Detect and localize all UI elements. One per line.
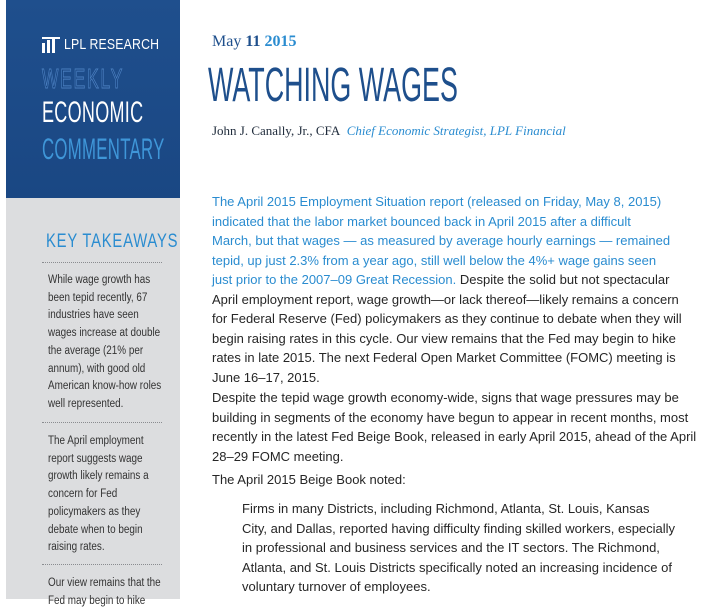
beige-book-quote bbox=[242, 499, 712, 597]
takeaway-line: policymakers as they bbox=[48, 505, 141, 518]
sidebar bbox=[6, 0, 180, 607]
takeaway-line: While wage growth has bbox=[48, 274, 151, 286]
date-day: 11 bbox=[245, 33, 261, 50]
quote-line: voluntary turnover of employees. bbox=[242, 579, 431, 594]
body-line: Despite the tepid wage growth economy-wide, signs that wage pressures may be bbox=[212, 390, 679, 405]
takeaway-line: annum), with good old bbox=[48, 362, 146, 375]
body-highlight: just prior to the 2007–09 Great Recession. bbox=[212, 272, 457, 287]
body-line: tepid, up just 2.3% from a year ago, still well below the 4%+ wage gains seen bbox=[212, 252, 657, 268]
body-line: recently in the latest Fed Beige Book, released in early April 2015, ahead of the April bbox=[212, 429, 697, 444]
quote-line: Atlanta, and St. Louis Districts specifically noted an increasing incidence of bbox=[242, 559, 672, 575]
body-line: indicated that the labor market bounced back in April 2015 after a difficult bbox=[212, 213, 631, 229]
takeaway-line: growth likely remains a bbox=[48, 470, 149, 483]
lpl-logo-icon bbox=[42, 37, 60, 53]
quote-line: City, and Dallas, reported having difficulty finding skilled workers, especially bbox=[242, 520, 676, 536]
masthead-commentary: COMMENTARY bbox=[42, 133, 165, 166]
takeaway-line: American know-how roles bbox=[48, 380, 162, 393]
divider bbox=[42, 564, 162, 565]
page-title: WATCHING WAGES bbox=[208, 59, 458, 112]
body-line: June 16–17, 2015. bbox=[212, 369, 320, 385]
body-line: 28–29 FOMC meeting. bbox=[212, 448, 344, 464]
divider bbox=[42, 262, 162, 263]
takeaway-line: industries have seen bbox=[48, 309, 139, 322]
takeaway-line: The April employment bbox=[48, 435, 144, 447]
logo bbox=[42, 36, 180, 53]
author-role: Chief Economic Strategist, LPL Financial bbox=[346, 123, 566, 138]
body-line: rates in late 2015. The next Federal Open Market Committee (FOMC) meeting is bbox=[212, 350, 676, 365]
masthead-economic: ECONOMIC bbox=[42, 96, 144, 129]
byline bbox=[212, 123, 566, 139]
logo-text: LPL RESEARCH bbox=[64, 36, 160, 53]
body-line bbox=[212, 270, 712, 290]
date-year: 2015 bbox=[264, 33, 297, 50]
body-text: Despite the solid but not spectacular bbox=[456, 272, 670, 287]
takeaway-line: report suggests wage bbox=[48, 452, 143, 465]
body-line: The April 2015 Beige Book noted: bbox=[212, 472, 406, 487]
key-takeaways-heading: KEY TAKEAWAYS bbox=[46, 231, 179, 252]
body-line: building in segments of the economy have begun to appear in recent months, most bbox=[212, 409, 689, 425]
body-line: April employment report, wage growth—or lack thereof—likely remains a concern bbox=[212, 291, 679, 307]
issue-date bbox=[212, 33, 296, 51]
takeaway-item bbox=[48, 272, 178, 414]
author-name: John J. Canally, Jr., CFA bbox=[212, 123, 340, 138]
body-line: March, but that wages — as measured by average hourly earnings — remained bbox=[212, 233, 671, 248]
takeaway-item bbox=[48, 575, 178, 610]
takeaway-line: debate when to begin bbox=[48, 523, 143, 536]
quote-line: in professional and business services and the IT sectors. The Richmond, bbox=[242, 540, 660, 555]
date-month: May bbox=[212, 33, 242, 50]
takeaway-line: Fed may begin to hike bbox=[48, 594, 146, 607]
quote-line: Firms in many Districts, including Richmond, Atlanta, St. Louis, Kansas bbox=[242, 501, 650, 516]
body-paragraph-1 bbox=[212, 192, 712, 387]
takeaway-line: raising rates. bbox=[48, 541, 105, 554]
takeaway-line: been tepid recently, 67 bbox=[48, 291, 148, 304]
body-line: begin raising rates in this cycle. Our view remains that the Fed may begin to hike bbox=[212, 330, 676, 346]
body-paragraph-3 bbox=[212, 470, 712, 490]
takeaway-line: wages increase at double bbox=[48, 327, 161, 340]
divider bbox=[42, 422, 162, 423]
takeaway-line: Our view remains that the bbox=[48, 577, 161, 589]
masthead bbox=[6, 0, 180, 198]
body-line: for Federal Reserve (Fed) policymakers as they continue to debate when they will bbox=[212, 311, 682, 326]
body-paragraph-2 bbox=[212, 388, 712, 466]
takeaway-line: well represented. bbox=[48, 397, 124, 410]
body-line: The April 2015 Employment Situation report (released on Friday, May 8, 2015) bbox=[212, 194, 662, 209]
masthead-weekly: WEEKLY bbox=[42, 63, 125, 94]
takeaway-line: the average (21% per bbox=[48, 344, 144, 357]
takeaway-line: concern for Fed bbox=[48, 488, 118, 501]
takeaway-item bbox=[48, 433, 178, 557]
